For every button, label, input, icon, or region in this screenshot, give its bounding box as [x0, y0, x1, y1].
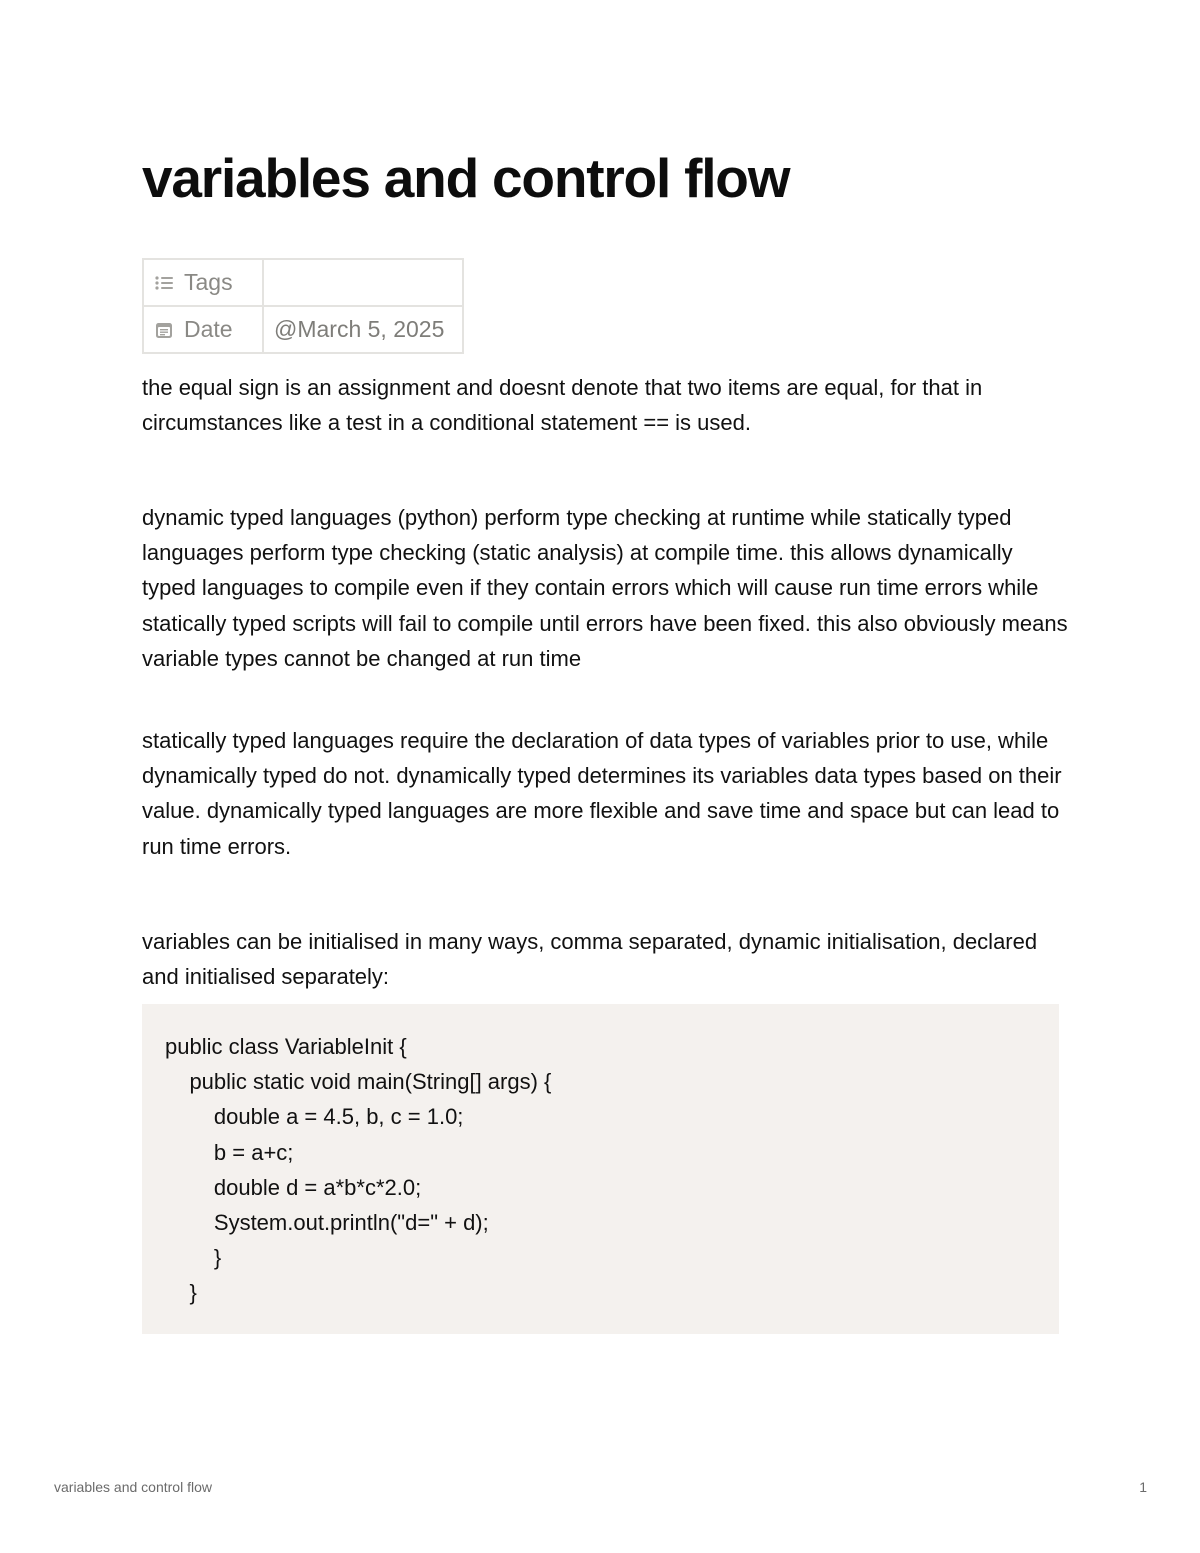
code-line: b = a+c;	[165, 1139, 294, 1165]
code-block[interactable]	[142, 1004, 1059, 1334]
code-line: double d = a*b*c*2.0;	[165, 1174, 422, 1200]
page-title: variables and control flow	[142, 147, 790, 209]
code-line: double a = 4.5, b, c = 1.0;	[165, 1104, 464, 1130]
paragraph-initialisation: variables can be initialised in many ways, comma separated, dynamic initialisation, declared and initialised separately:	[142, 929, 1038, 990]
property-key-label: Tags	[184, 269, 233, 295]
list-icon	[154, 272, 174, 292]
property-key-tags[interactable]	[143, 259, 263, 306]
code-line: System.out.println("d=" + d);	[165, 1210, 489, 1236]
property-value-tags[interactable]	[263, 259, 463, 306]
paragraph-static-typing: statically typed languages require the declaration of data types of variables prior to use, while dynamically typed do not. dynamically typed determines its variables data types based on their value. dynamically typed languages are more flexible and save time and space but can lead to run time errors.	[142, 728, 1062, 859]
property-value-date[interactable]: @March 5, 2025	[263, 306, 463, 353]
code-line: public class VariableInit {	[165, 1034, 407, 1059]
code-line: public static void main(String[] args) {	[165, 1069, 552, 1095]
property-row-date	[143, 306, 463, 353]
property-row-tags	[143, 259, 463, 306]
paragraph-dynamic-typing: dynamic typed languages (python) perform type checking at runtime while statically typed languages perform type checking (static analysis) at compile time. this allows dynamically typed languages to compile even if they contain errors which will cause run time errors while statically typed scripts will fail to compile until errors have been fixed. this also obviously means variable types cannot be changed at run time	[142, 505, 1068, 671]
footer-title: variables and control flow	[54, 1479, 212, 1495]
property-key-date[interactable]	[143, 306, 263, 353]
footer-page-number: 1	[1139, 1479, 1147, 1495]
properties-table	[142, 258, 464, 354]
code-line: }	[165, 1245, 222, 1271]
calendar-icon	[154, 319, 174, 339]
paragraph-assignment: the equal sign is an assignment and doesnt denote that two items are equal, for that in circumstances like a test in a conditional statement == is used.	[142, 375, 983, 436]
code-line: }	[165, 1280, 197, 1306]
property-key-label: Date	[184, 316, 233, 342]
